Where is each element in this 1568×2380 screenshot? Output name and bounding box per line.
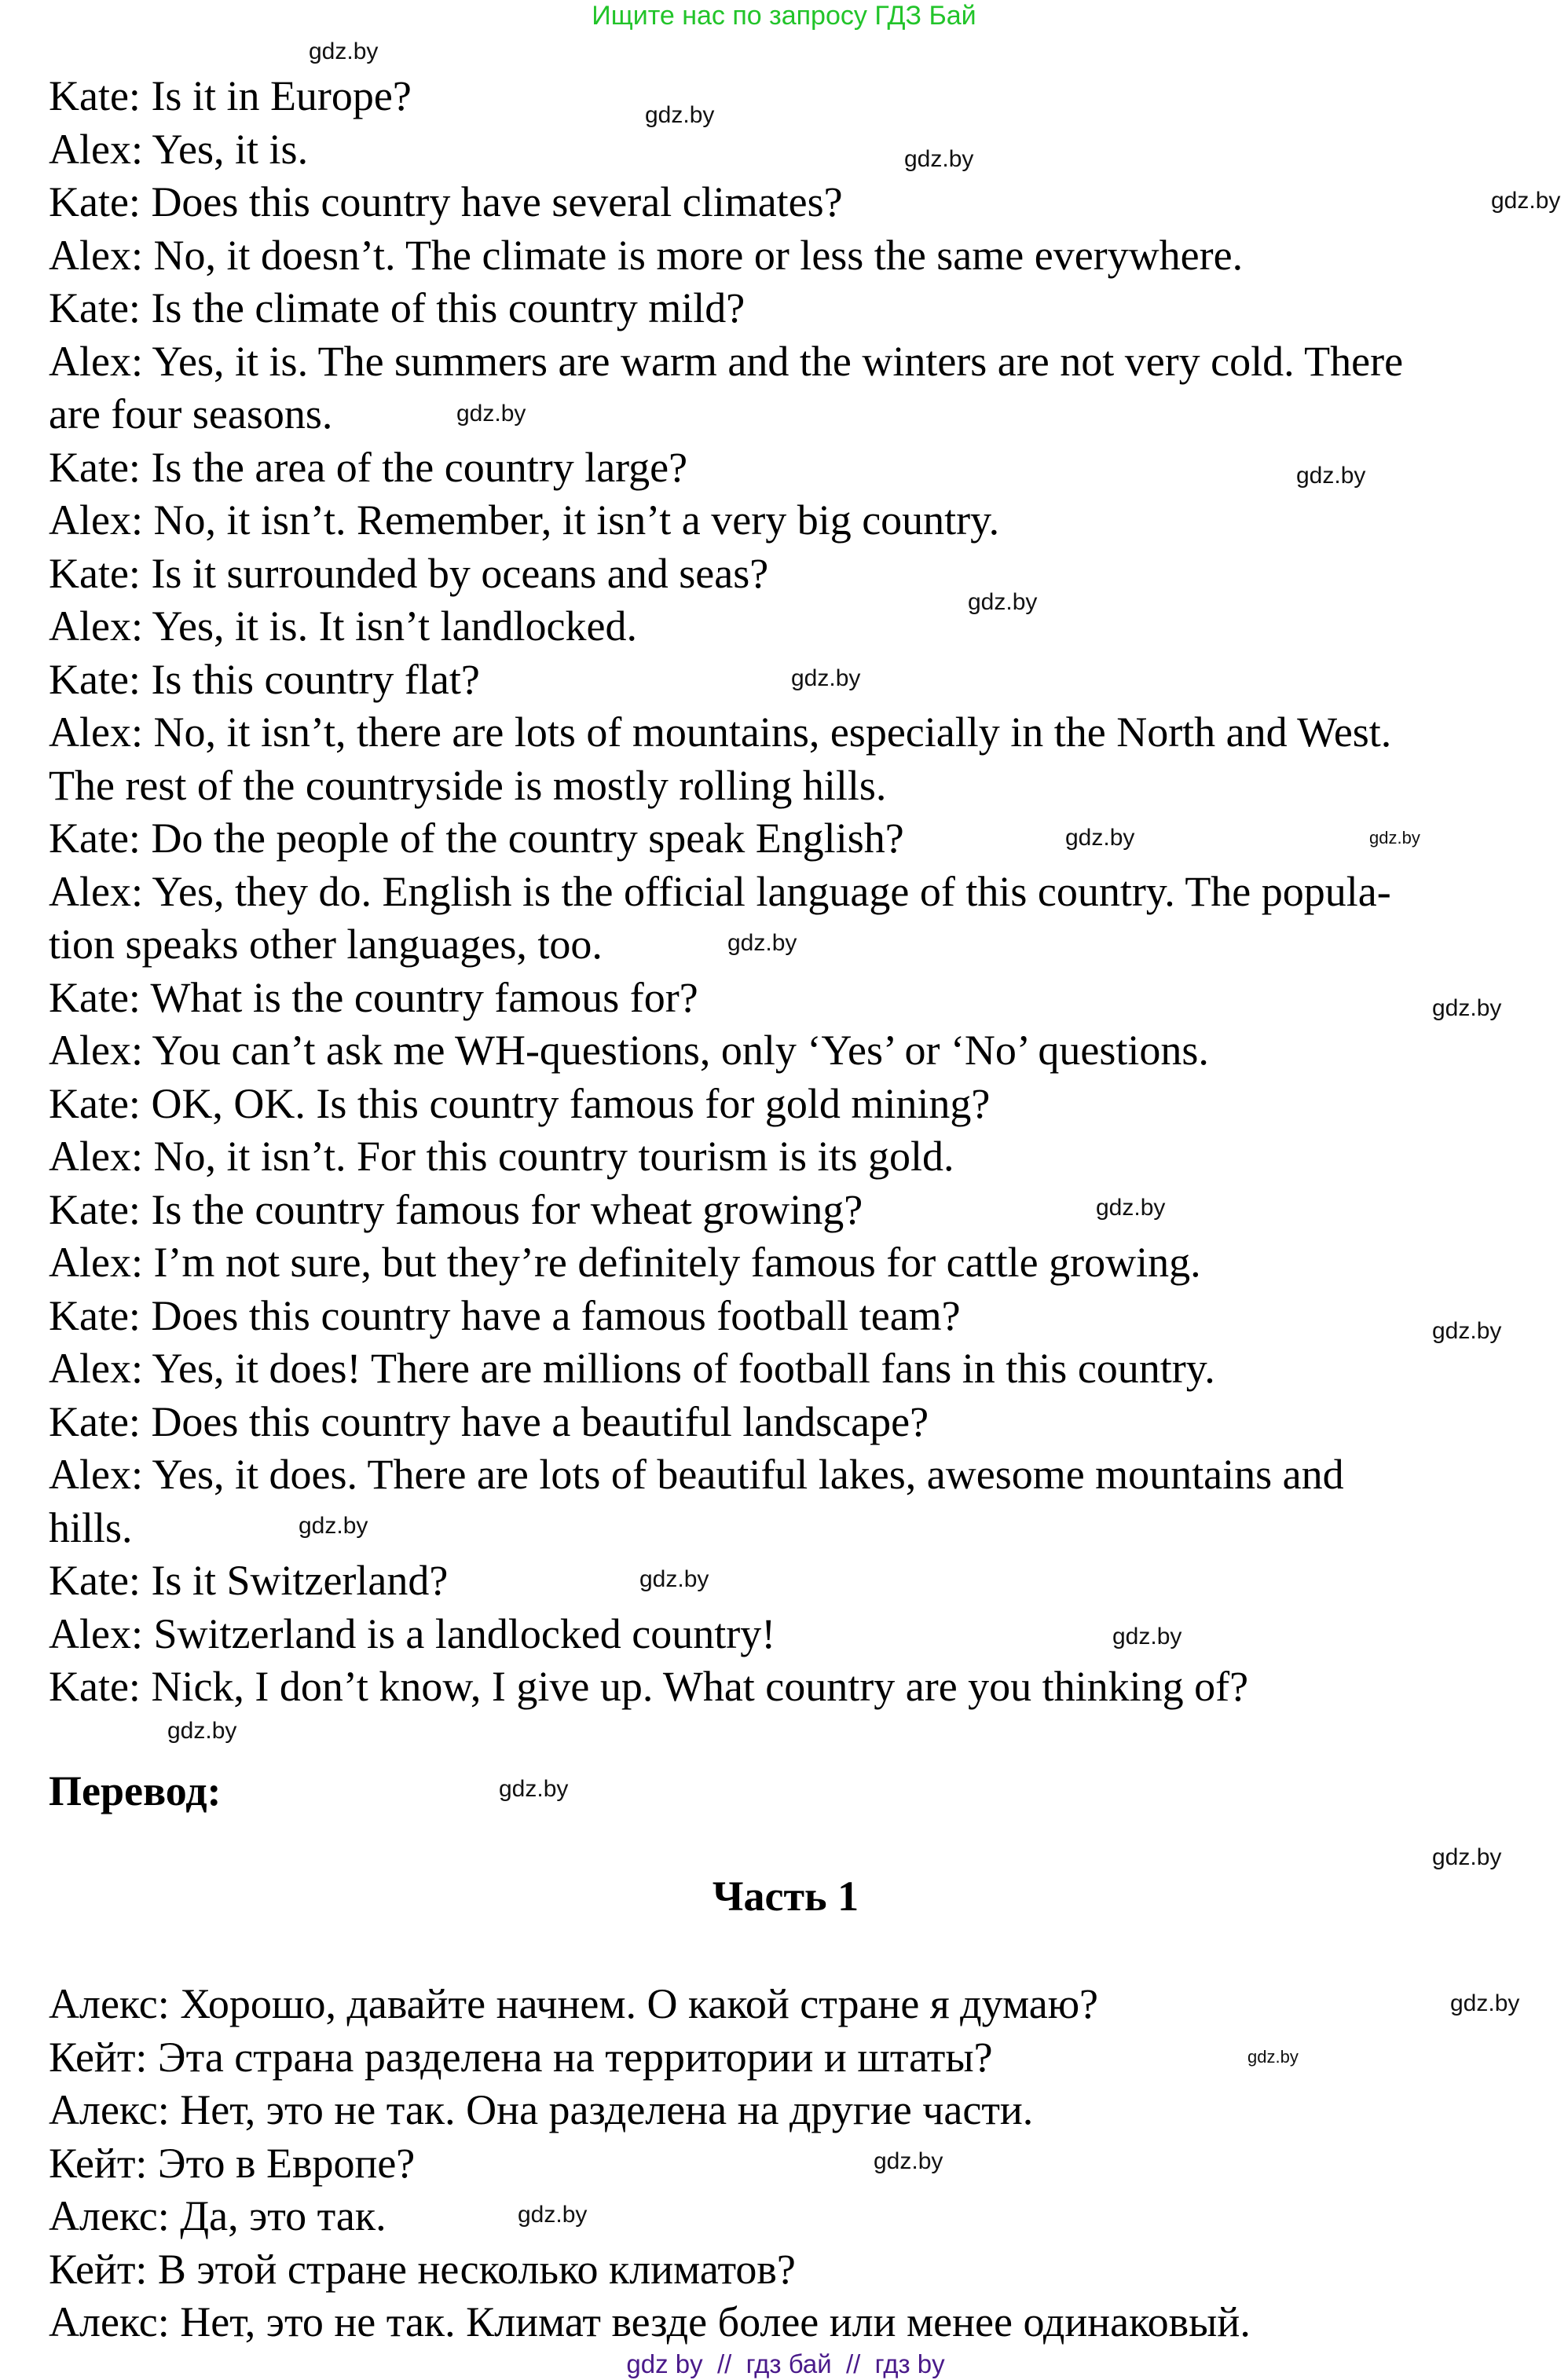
header-banner: Ищите нас по запросу ГДЗ Бай	[592, 1, 976, 31]
watermark: gdz.by	[456, 401, 526, 427]
footer-banner: gdz by // гдз бай // гдз by	[626, 2349, 945, 2378]
watermark: gdz.by	[518, 2202, 588, 2228]
translation-line: Алекс: Нет, это не так. Она разделена на другие части.	[49, 2086, 1034, 2133]
translation-line: Кейт: В этой стране несколько климатов?	[49, 2246, 796, 2293]
watermark: gdz.by	[1432, 1844, 1502, 1870]
watermark: gdz.by	[904, 146, 974, 172]
watermark: gdz.by	[874, 2148, 943, 2174]
watermark: gdz.by	[499, 1776, 569, 1802]
translation-line: Алекс: Хорошо, давайте начнем. О какой стране я думаю?	[49, 1980, 1099, 2027]
watermark: gdz.by	[1112, 1624, 1182, 1650]
dialogue-line: Alex: Yes, they do. English is the official language of this country. The popula-	[49, 868, 1391, 915]
dialogue-line: Kate: What is the country famous for?	[49, 974, 698, 1021]
watermark: gdz.by	[645, 102, 715, 128]
dialogue-line: Kate: Is the climate of this country mild?	[49, 284, 746, 331]
watermark: gdz.by	[167, 1718, 237, 1744]
watermark: gdz.by	[1296, 463, 1366, 489]
dialogue-line: Alex: Yes, it is. It isn’t landlocked.	[49, 602, 637, 650]
dialogue-line: Kate: Does this country have a beautiful landscape?	[49, 1398, 929, 1445]
dialogue-line: are four seasons.	[49, 390, 333, 438]
dialogue-line: Alex: Yes, it is. The summers are warm and the winters are not very cold. There	[49, 338, 1404, 385]
dialogue-line: tion speaks other languages, too.	[49, 921, 603, 968]
dialogue-line: Kate: Do the people of the country speak English?	[49, 815, 904, 862]
watermark: gdz.by	[1432, 995, 1502, 1021]
dialogue-line: Kate: Is it Switzerland?	[49, 1557, 449, 1604]
dialogue-line: Alex: Switzerland is a landlocked country!	[49, 1610, 776, 1657]
watermark: gdz.by	[299, 1513, 368, 1539]
dialogue-line: Alex: No, it isn’t. For this country tourism is its gold.	[49, 1133, 954, 1180]
dialogue-line: The rest of the countryside is mostly rolling hills.	[49, 762, 887, 809]
dialogue-line: Alex: No, it isn’t. Remember, it isn’t a very big country.	[49, 496, 1000, 544]
watermark: gdz.by	[791, 665, 861, 691]
translation-line: Кейт: Это в Европе?	[49, 2140, 416, 2187]
watermark: gdz.by	[1432, 1318, 1502, 1344]
watermark: gdz.by	[1247, 2047, 1299, 2067]
dialogue-line: Alex: No, it isn’t, there are lots of mountains, especially in the North and West.	[49, 709, 1392, 756]
watermark: gdz.by	[727, 930, 797, 956]
translation-heading: Перевод:	[49, 1767, 222, 1814]
dialogue-line: hills.	[49, 1504, 133, 1551]
dialogue-line: Alex: No, it doesn’t. The climate is more or less the same everywhere.	[49, 232, 1244, 279]
part-heading: Часть 1	[712, 1873, 859, 1920]
dialogue-line: Kate: Is it in Europe?	[49, 72, 412, 119]
watermark: gdz.by	[1491, 188, 1561, 214]
dialogue-line: Kate: Is this country flat?	[49, 656, 480, 703]
dialogue-line: Alex: Yes, it does. There are lots of beautiful lakes, awesome mountains and	[49, 1451, 1344, 1498]
watermark: gdz.by	[639, 1566, 709, 1592]
watermark: gdz.by	[1096, 1195, 1166, 1221]
dialogue-line: Kate: Is it surrounded by oceans and seas?	[49, 550, 769, 597]
watermark: gdz.by	[1065, 825, 1135, 851]
dialogue-line: Alex: Yes, it does! There are millions of football fans in this country.	[49, 1345, 1215, 1392]
watermark: gdz.by	[1450, 1990, 1520, 2016]
dialogue-line: Kate: Does this country have a famous football team?	[49, 1292, 961, 1339]
dialogue-line: Alex: You can’t ask me WH-questions, only ‘Yes’ or ‘No’ questions.	[49, 1027, 1209, 1074]
translation-line: Алекс: Нет, это не так. Климат везде более или менее одинаковый.	[49, 2298, 1251, 2345]
translation-line: Кейт: Эта страна разделена на территории и штаты?	[49, 2034, 993, 2081]
dialogue-line: Kate: Is the area of the country large?	[49, 444, 688, 491]
dialogue-line: Kate: Nick, I don’t know, I give up. What country are you thinking of?	[49, 1663, 1249, 1710]
dialogue-line: Kate: Does this country have several climates?	[49, 178, 843, 225]
watermark: gdz.by	[309, 38, 379, 64]
translation-line: Алекс: Да, это так.	[49, 2192, 387, 2239]
dialogue-line: Alex: I’m not sure, but they’re definitely famous for cattle growing.	[49, 1239, 1201, 1286]
dialogue-line: Kate: OK, OK. Is this country famous for gold mining?	[49, 1080, 991, 1127]
watermark: gdz.by	[1369, 828, 1420, 848]
watermark: gdz.by	[968, 589, 1038, 615]
dialogue-line: Kate: Is the country famous for wheat growing?	[49, 1186, 863, 1233]
dialogue-line: Alex: Yes, it is.	[49, 126, 309, 173]
